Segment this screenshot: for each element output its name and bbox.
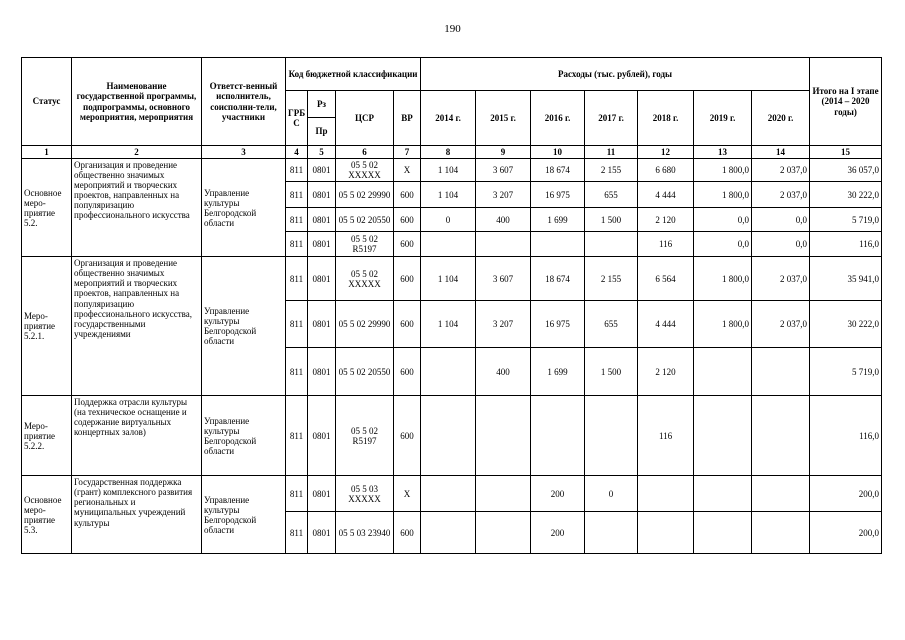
table-row bbox=[22, 396, 882, 476]
vr-cell: 600 bbox=[394, 396, 421, 476]
year-2020-cell bbox=[752, 476, 810, 512]
header-name: Наименование государственной программы, подпрограммы, основного мероприятия, мероприятия bbox=[72, 58, 202, 146]
header-status: Статус bbox=[22, 58, 72, 146]
year-2019-cell: 0,0 bbox=[694, 208, 752, 232]
budget-table-body bbox=[22, 159, 882, 554]
year-2017-cell bbox=[585, 396, 638, 476]
year-2020-cell bbox=[752, 396, 810, 476]
header-year-2020: 2020 г. bbox=[752, 91, 810, 146]
year-2018-cell: 6 680 bbox=[638, 159, 694, 182]
year-2020-cell: 2 037,0 bbox=[752, 182, 810, 208]
grbs-cell: 811 bbox=[286, 396, 308, 476]
header-year-2016: 2016 г. bbox=[531, 91, 585, 146]
column-number: 1 bbox=[22, 146, 72, 159]
total-cell: 35 941,0 bbox=[810, 257, 882, 301]
column-number: 12 bbox=[638, 146, 694, 159]
activity-name-cell: Организация и проведение общественно значимых мероприятий и творческих проектов, направленных на популяризацию профессионального искусства, государственными учреждениями bbox=[72, 257, 202, 396]
year-2017-cell bbox=[585, 512, 638, 554]
rzpr-cell: 0801 bbox=[308, 182, 336, 208]
year-2015-cell bbox=[476, 396, 531, 476]
rzpr-cell: 0801 bbox=[308, 208, 336, 232]
vr-cell: 600 bbox=[394, 182, 421, 208]
year-2020-cell: 2 037,0 bbox=[752, 257, 810, 301]
csr-cell: 05 5 02 XXXXX bbox=[336, 159, 394, 182]
year-2019-cell: 1 800,0 bbox=[694, 301, 752, 348]
year-2018-cell: 116 bbox=[638, 232, 694, 257]
year-2016-cell: 16 975 bbox=[531, 182, 585, 208]
responsible-cell: Управление культуры Белгородской области bbox=[202, 396, 286, 476]
rzpr-cell: 0801 bbox=[308, 159, 336, 182]
column-number: 2 bbox=[72, 146, 202, 159]
header-vr: ВР bbox=[394, 91, 421, 146]
year-2016-cell: 1 699 bbox=[531, 348, 585, 396]
total-cell: 116,0 bbox=[810, 396, 882, 476]
column-number: 14 bbox=[752, 146, 810, 159]
header-grbs: ГРБ С bbox=[286, 91, 308, 146]
rzpr-cell: 0801 bbox=[308, 257, 336, 301]
year-2015-cell: 3 607 bbox=[476, 159, 531, 182]
column-number: 7 bbox=[394, 146, 421, 159]
total-cell: 200,0 bbox=[810, 476, 882, 512]
year-2020-cell: 2 037,0 bbox=[752, 159, 810, 182]
year-2014-cell bbox=[421, 512, 476, 554]
year-2018-cell: 4 444 bbox=[638, 301, 694, 348]
column-number: 13 bbox=[694, 146, 752, 159]
year-2017-cell: 1 500 bbox=[585, 208, 638, 232]
csr-cell: 05 5 02 20550 bbox=[336, 208, 394, 232]
year-2018-cell bbox=[638, 512, 694, 554]
total-cell: 200,0 bbox=[810, 512, 882, 554]
year-2016-cell bbox=[531, 396, 585, 476]
year-2015-cell bbox=[476, 232, 531, 257]
year-2017-cell: 1 500 bbox=[585, 348, 638, 396]
grbs-cell: 811 bbox=[286, 182, 308, 208]
year-2020-cell: 0,0 bbox=[752, 208, 810, 232]
activity-name-cell: Организация и проведение общественно значимых мероприятий и творческих проектов, направленных на популяризацию профессионального искусства bbox=[72, 159, 202, 257]
activity-name-cell: Государственная поддержка (грант) комплексного развития региональных и муниципальных учреждений культуры bbox=[72, 476, 202, 554]
header-total: Итого на I этапе (2014 – 2020 годы) bbox=[810, 58, 882, 146]
responsible-cell: Управление культуры Белгородской области bbox=[202, 257, 286, 396]
column-number: 8 bbox=[421, 146, 476, 159]
column-number: 10 bbox=[531, 146, 585, 159]
total-cell: 30 222,0 bbox=[810, 182, 882, 208]
header-csr: ЦСР bbox=[336, 91, 394, 146]
responsible-cell: Управление культуры Белгородской области bbox=[202, 159, 286, 257]
column-number: 3 bbox=[202, 146, 286, 159]
responsible-cell: Управление культуры Белгородской области bbox=[202, 476, 286, 554]
year-2016-cell: 16 975 bbox=[531, 301, 585, 348]
header-year-2014: 2014 г. bbox=[421, 91, 476, 146]
page-number: 190 bbox=[444, 23, 461, 35]
year-2019-cell bbox=[694, 512, 752, 554]
csr-cell: 05 5 02 R5197 bbox=[336, 396, 394, 476]
year-2016-cell: 1 699 bbox=[531, 208, 585, 232]
csr-cell: 05 5 03 XXXXX bbox=[336, 476, 394, 512]
year-2020-cell: 0,0 bbox=[752, 232, 810, 257]
rzpr-cell: 0801 bbox=[308, 512, 336, 554]
header-rz: Рз bbox=[308, 91, 336, 118]
grbs-cell: 811 bbox=[286, 208, 308, 232]
header-year-2015: 2015 г. bbox=[476, 91, 531, 146]
csr-cell: 05 5 03 23940 bbox=[336, 512, 394, 554]
grbs-cell: 811 bbox=[286, 301, 308, 348]
year-2014-cell: 1 104 bbox=[421, 257, 476, 301]
header-year-2017: 2017 г. bbox=[585, 91, 638, 146]
grbs-cell: 811 bbox=[286, 257, 308, 301]
year-2020-cell bbox=[752, 512, 810, 554]
year-2019-cell: 1 800,0 bbox=[694, 182, 752, 208]
year-2014-cell: 1 104 bbox=[421, 182, 476, 208]
vr-cell: X bbox=[394, 159, 421, 182]
year-2018-cell: 2 120 bbox=[638, 348, 694, 396]
header-year-2019: 2019 г. bbox=[694, 91, 752, 146]
year-2017-cell bbox=[585, 232, 638, 257]
vr-cell: 600 bbox=[394, 348, 421, 396]
year-2018-cell: 4 444 bbox=[638, 182, 694, 208]
year-2016-cell: 18 674 bbox=[531, 159, 585, 182]
year-2017-cell: 2 155 bbox=[585, 257, 638, 301]
rzpr-cell: 0801 bbox=[308, 301, 336, 348]
year-2020-cell: 2 037,0 bbox=[752, 301, 810, 348]
year-2017-cell: 655 bbox=[585, 182, 638, 208]
year-2014-cell: 1 104 bbox=[421, 159, 476, 182]
header-year-2018: 2018 г. bbox=[638, 91, 694, 146]
csr-cell: 05 5 02 XXXXX bbox=[336, 257, 394, 301]
status-cell: Основное меро-приятие 5.3. bbox=[22, 476, 72, 554]
grbs-cell: 811 bbox=[286, 159, 308, 182]
csr-cell: 05 5 02 20550 bbox=[336, 348, 394, 396]
year-2015-cell: 400 bbox=[476, 348, 531, 396]
year-2018-cell: 6 564 bbox=[638, 257, 694, 301]
year-2014-cell bbox=[421, 476, 476, 512]
header-budget-code: Код бюджетной классификации bbox=[286, 58, 421, 91]
header-expenses: Расходы (тыс. рублей), годы bbox=[421, 58, 810, 91]
vr-cell: 600 bbox=[394, 232, 421, 257]
year-2016-cell: 200 bbox=[531, 512, 585, 554]
year-2018-cell bbox=[638, 476, 694, 512]
grbs-cell: 811 bbox=[286, 476, 308, 512]
csr-cell: 05 5 02 29990 bbox=[336, 301, 394, 348]
total-cell: 116,0 bbox=[810, 232, 882, 257]
year-2015-cell: 3 207 bbox=[476, 301, 531, 348]
year-2016-cell: 200 bbox=[531, 476, 585, 512]
year-2019-cell: 0,0 bbox=[694, 232, 752, 257]
column-number: 11 bbox=[585, 146, 638, 159]
column-number: 4 bbox=[286, 146, 308, 159]
budget-table bbox=[21, 57, 882, 554]
table-row bbox=[22, 476, 882, 512]
year-2014-cell: 0 bbox=[421, 208, 476, 232]
year-2017-cell: 0 bbox=[585, 476, 638, 512]
year-2015-cell: 3 607 bbox=[476, 257, 531, 301]
year-2019-cell bbox=[694, 396, 752, 476]
year-2019-cell: 1 800,0 bbox=[694, 257, 752, 301]
year-2018-cell: 2 120 bbox=[638, 208, 694, 232]
year-2014-cell bbox=[421, 396, 476, 476]
status-cell: Меро-приятие 5.2.2. bbox=[22, 396, 72, 476]
year-2015-cell bbox=[476, 512, 531, 554]
vr-cell: 600 bbox=[394, 208, 421, 232]
vr-cell: 600 bbox=[394, 301, 421, 348]
year-2017-cell: 2 155 bbox=[585, 159, 638, 182]
column-number: 15 bbox=[810, 146, 882, 159]
status-cell: Меро-приятие 5.2.1. bbox=[22, 257, 72, 396]
table-row bbox=[22, 159, 882, 182]
header-pr: Пр bbox=[308, 118, 336, 146]
year-2016-cell: 18 674 bbox=[531, 257, 585, 301]
grbs-cell: 811 bbox=[286, 512, 308, 554]
status-cell: Основное меро-приятие 5.2. bbox=[22, 159, 72, 257]
header-responsible: Ответст-венный исполнитель, соисполни-тели, участники bbox=[202, 58, 286, 146]
year-2019-cell bbox=[694, 476, 752, 512]
total-cell: 36 057,0 bbox=[810, 159, 882, 182]
grbs-cell: 811 bbox=[286, 232, 308, 257]
year-2014-cell: 1 104 bbox=[421, 301, 476, 348]
csr-cell: 05 5 02 29990 bbox=[336, 182, 394, 208]
vr-cell: 600 bbox=[394, 512, 421, 554]
rzpr-cell: 0801 bbox=[308, 232, 336, 257]
table-row bbox=[22, 257, 882, 301]
year-2018-cell: 116 bbox=[638, 396, 694, 476]
activity-name-cell: Поддержка отрасли культуры (на техническое оснащение и содержание виртуальных концертных залов) bbox=[72, 396, 202, 476]
year-2015-cell: 400 bbox=[476, 208, 531, 232]
year-2014-cell bbox=[421, 232, 476, 257]
vr-cell: 600 bbox=[394, 257, 421, 301]
grbs-cell: 811 bbox=[286, 348, 308, 396]
year-2019-cell bbox=[694, 348, 752, 396]
year-2014-cell bbox=[421, 348, 476, 396]
year-2017-cell: 655 bbox=[585, 301, 638, 348]
year-2020-cell bbox=[752, 348, 810, 396]
total-cell: 5 719,0 bbox=[810, 208, 882, 232]
total-cell: 30 222,0 bbox=[810, 301, 882, 348]
rzpr-cell: 0801 bbox=[308, 476, 336, 512]
column-number: 5 bbox=[308, 146, 336, 159]
column-number: 6 bbox=[336, 146, 394, 159]
year-2016-cell bbox=[531, 232, 585, 257]
rzpr-cell: 0801 bbox=[308, 348, 336, 396]
rzpr-cell: 0801 bbox=[308, 396, 336, 476]
year-2019-cell: 1 800,0 bbox=[694, 159, 752, 182]
csr-cell: 05 5 02 R5197 bbox=[336, 232, 394, 257]
vr-cell: X bbox=[394, 476, 421, 512]
year-2015-cell: 3 207 bbox=[476, 182, 531, 208]
total-cell: 5 719,0 bbox=[810, 348, 882, 396]
year-2015-cell bbox=[476, 476, 531, 512]
column-number: 9 bbox=[476, 146, 531, 159]
